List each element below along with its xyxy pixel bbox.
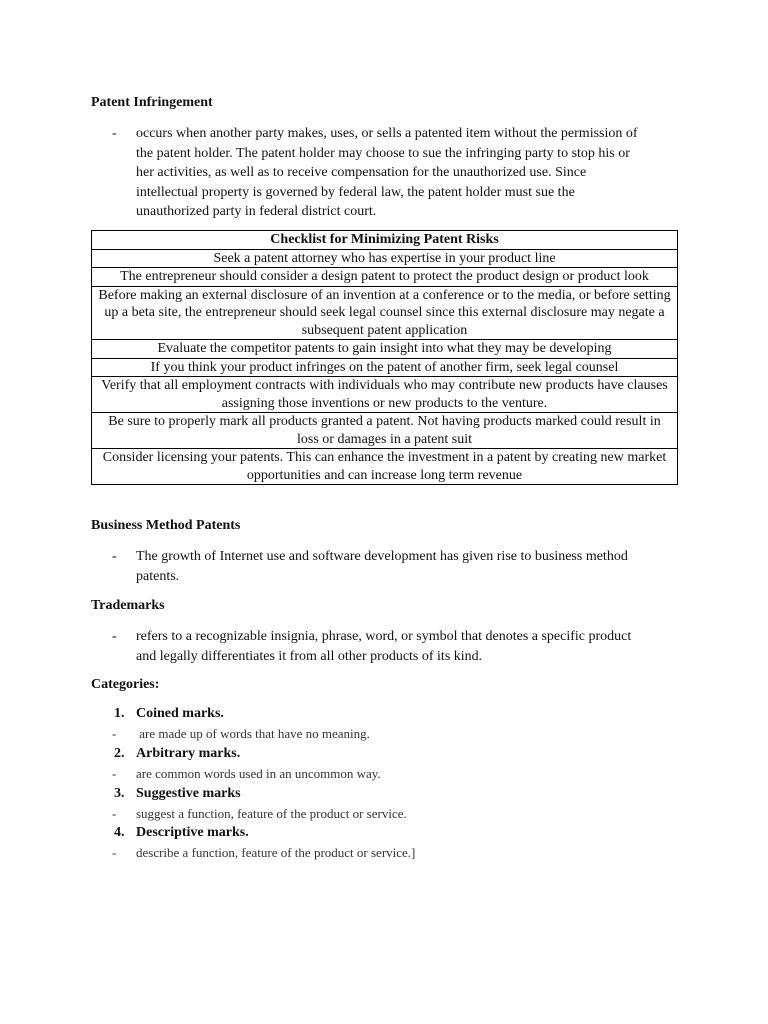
bullet-marker: - (112, 806, 117, 821)
bullet-line: her activities, as well as to receive compensation for the unauthorized use. Since (136, 165, 587, 180)
table-cell: Evaluate the competitor patents to gain insight into what they may be developing (92, 340, 678, 359)
table-row (92, 286, 678, 340)
table-row (92, 249, 678, 268)
categories-heading: Categories: (91, 677, 160, 692)
category-title: Suggestive marks (136, 786, 241, 801)
category-number: 2. (114, 746, 125, 761)
bullet-marker: - (112, 726, 117, 741)
bullet-line: the patent holder. The patent holder may choose to sue the infringing party to stop his or (136, 145, 630, 161)
patent-infringement-heading: Patent Infringement (91, 95, 213, 110)
category-description: are made up of words that have no meaning. (136, 726, 370, 741)
patent-risk-checklist-table (91, 230, 678, 485)
category-number: 4. (114, 825, 125, 840)
category-number: 1. (114, 706, 125, 721)
category-title: Descriptive marks. (136, 825, 249, 840)
table-row (92, 358, 678, 377)
table-cell: Be sure to properly mark all products granted a patent. Not having products marked could result in loss or damages in a patent suit (92, 413, 678, 449)
bullet-text (136, 627, 681, 666)
bullet-line: occurs when another party makes, uses, or sells a patented item without the permission of (136, 126, 638, 141)
category-description: describe a function, feature of the product or service.] (136, 845, 416, 860)
bullet-marker: - (112, 549, 117, 564)
table-cell: The entrepreneur should consider a design patent to protect the product design or product look (92, 268, 678, 287)
bullet-line: intellectual property is governed by federal law, the patent holder must sue the (136, 184, 575, 200)
bullet-line: refers to a recognizable insignia, phrase, word, or symbol that denotes a specific product (136, 629, 632, 644)
category-description: are common words used in an uncommon way. (136, 766, 381, 781)
table-row (92, 449, 678, 485)
table-row (92, 340, 678, 359)
table-row (92, 268, 678, 287)
bullet-marker: - (112, 126, 117, 141)
bullet-marker: - (112, 629, 117, 644)
bullet-line: and legally differentiates it from all other products of its kind. (136, 648, 483, 664)
table-cell: Seek a patent attorney who has expertise in your product line (92, 249, 678, 268)
table-row (92, 377, 678, 413)
category-number: 3. (114, 786, 125, 801)
table-cell: Verify that all employment contracts with individuals who may contribute new products have clauses assigning those inventions or new products to the venture. (92, 377, 678, 413)
category-title: Arbitrary marks. (136, 746, 241, 761)
table-row (92, 413, 678, 449)
table-header-row (92, 231, 678, 250)
bullet-line: The growth of Internet use and software development has given rise to business method (136, 549, 628, 564)
bullet-marker: - (112, 766, 117, 781)
table-cell: If you think your product infringes on the patent of another firm, seek legal counsel (92, 358, 678, 377)
bullet-marker: - (112, 845, 117, 860)
bullet-text (136, 124, 681, 222)
business-method-heading: Business Method Patents (91, 518, 241, 533)
table-title: Checklist for Minimizing Patent Risks (92, 231, 678, 250)
category-title: Coined marks. (136, 706, 224, 721)
category-description: suggest a function, feature of the product or service. (136, 806, 407, 821)
table-cell: Consider licensing your patents. This can enhance the investment in a patent by creating new market opportunities and can increase long term revenue (92, 449, 678, 485)
bullet-line: unauthorized party in federal district court. (136, 204, 377, 219)
trademarks-heading: Trademarks (91, 598, 165, 613)
bullet-line: patents. (136, 568, 180, 584)
table-cell: Before making an external disclosure of an invention at a conference or to the media, or before setting up a beta site, the entrepreneur should seek legal counsel since this external disclosure may negate a subsequent patent application (92, 286, 678, 340)
bullet-text (136, 547, 681, 586)
